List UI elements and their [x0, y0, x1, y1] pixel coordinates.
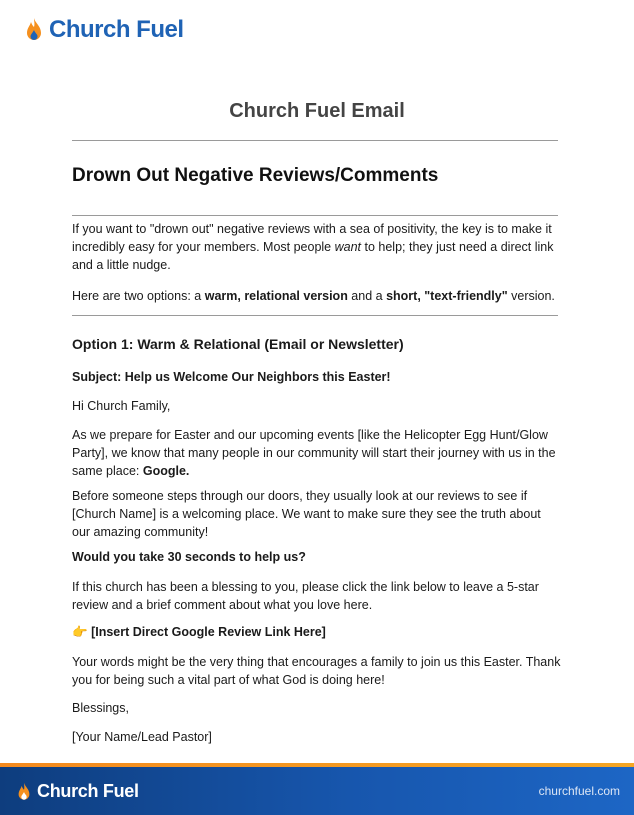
flame-logo-icon	[24, 17, 44, 43]
email-paragraph-4: Your words might be the very thing that encourages a family to join us this Easter. Thank you for being such a vital part of what God is doing here!	[72, 655, 561, 687]
email-signature: [Your Name/Lead Pastor]	[72, 730, 212, 744]
intro-divider-bottom	[72, 315, 558, 316]
footer-logo	[16, 781, 139, 802]
footer-brand-name: Church Fuel	[37, 781, 139, 801]
email-question: Would you take 30 seconds to help us?	[72, 550, 306, 564]
email-paragraph-1: As we prepare for Easter and our upcoming events [like the Helicopter Egg Hunt/Glow Party], we know that many people in our community will start their journey with us in the same place: Google.	[72, 428, 556, 478]
footer-accent-bar	[0, 763, 634, 767]
header-logo	[24, 16, 184, 44]
title-divider	[72, 140, 558, 141]
document-title: Church Fuel Email	[229, 100, 405, 122]
options-paragraph: Here are two options: a warm, relational version and a short, "text-friendly" version.	[72, 289, 555, 303]
section-title: Drown Out Negative Reviews/Comments	[72, 165, 439, 186]
intro-divider-top	[72, 215, 558, 216]
intro-paragraph: If you want to "drown out" negative reviews with a sea of positivity, the key is to make it incredibly easy for your members. Most people want to help; they just need a direct link and a little nudge.	[72, 222, 554, 272]
flame-logo-icon	[16, 782, 32, 802]
pointing-hand-icon: 👉	[72, 625, 88, 639]
email-closing: Blessings,	[72, 701, 129, 715]
email-greeting: Hi Church Family,	[72, 399, 171, 413]
brand-name: Church Fuel	[49, 16, 184, 43]
email-paragraph-3: If this church has been a blessing to you, please click the link below to leave a 5-star review and a brief comment about what you love here.	[72, 580, 539, 612]
footer	[0, 767, 634, 815]
review-link[interactable]: 👉 [Insert Direct Google Review Link Here]	[72, 625, 326, 639]
option1-heading: Option 1: Warm & Relational (Email or Newsletter)	[72, 336, 404, 352]
footer-url-link[interactable]: churchfuel.com	[538, 784, 620, 798]
email-paragraph-2: Before someone steps through our doors, they usually look at our reviews to see if [Church Name] is a welcoming place. We want to make sure they see the truth about our amazing community!	[72, 489, 541, 539]
email-subject: Subject: Help us Welcome Our Neighbors this Easter!	[72, 370, 391, 384]
